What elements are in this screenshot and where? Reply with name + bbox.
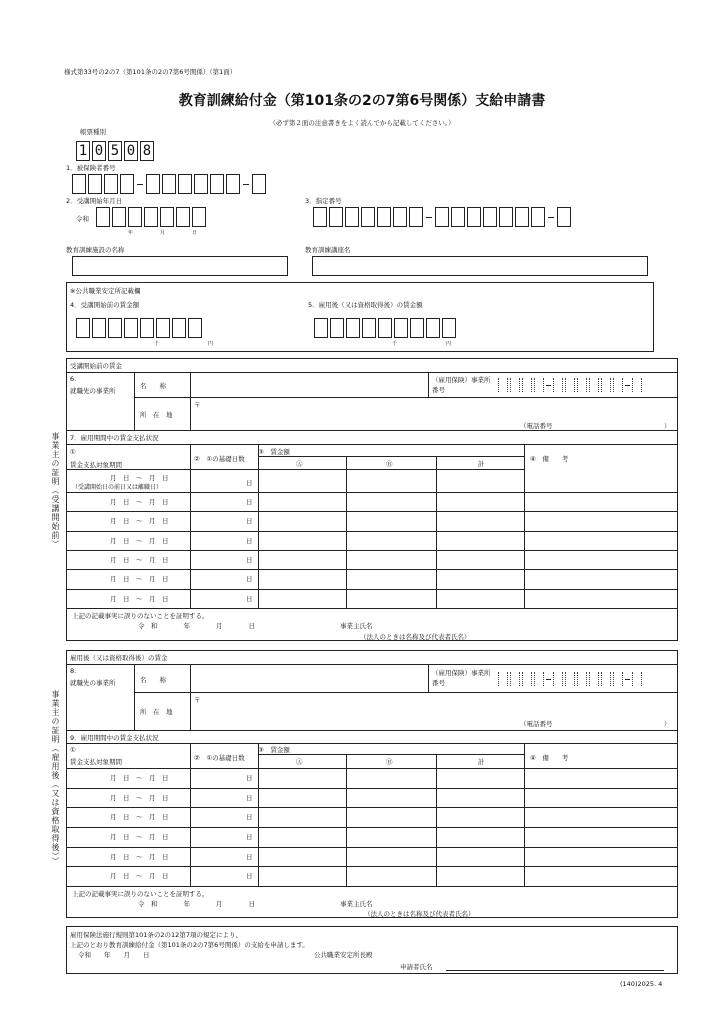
- first-row-period: 月 日 ～ 月 日: [110, 474, 169, 482]
- office-note: ※公共職業安定所記載欄: [70, 287, 141, 295]
- table-row-period: 月 日 ～ 月 日: [110, 555, 169, 564]
- day-unit: 日: [246, 536, 253, 545]
- section2-name-label: 名 称: [140, 676, 166, 684]
- section1-employer-label: 就職先の事業所: [70, 387, 116, 395]
- application-statement1: 雇用保険法施行規則第101条の2の12第7項の規定により、: [70, 931, 242, 939]
- wage-after-label: 5．雇用後（又は資格取得後）の賃金額: [308, 301, 423, 309]
- course-input[interactable]: [312, 256, 648, 276]
- form-type-digit: 1: [76, 141, 90, 161]
- facility-label: 教育訓練施設の名称: [66, 246, 125, 254]
- instruction-note: （必ず第２面の注意書きをよく読んでから記載してください。）: [269, 119, 455, 127]
- table-row-period: 月 日 ～ 月 日: [110, 498, 169, 506]
- designation-input[interactable]: [313, 207, 573, 227]
- applicant-name-line[interactable]: [446, 970, 664, 971]
- section1-vertical-label: 事業主の証明（受講開始前）: [51, 432, 60, 549]
- form-type-digits: [76, 141, 156, 161]
- section1-office-number-label: （雇用保険）事業所番号: [432, 376, 491, 394]
- day-unit: 日: [246, 575, 253, 584]
- start-date-input[interactable]: [96, 207, 208, 227]
- page-title: 教育訓練給付金（第101条の2の7第6号関係）支給申請書: [178, 93, 546, 109]
- section2-cert: 上記の記載事実に誤りのないことを証明する。: [72, 890, 209, 898]
- section2-owner-note: （法人のときは名称及び代表者氏名）: [364, 910, 475, 918]
- applicant-label: 申請者氏名: [400, 963, 433, 971]
- table-row-period: 月 日 ～ 月 日: [110, 536, 169, 545]
- office-addressee: 公共職業安定所長殿: [314, 951, 373, 959]
- section1-cert: 上記の記載事実に誤りのないことを証明する。: [72, 612, 209, 620]
- section2-cert-date: 令 和 年 月 日: [138, 900, 255, 908]
- section1-cert-date: 令 和 年 月 日: [138, 622, 255, 630]
- course-label: 教育訓練講座名: [305, 246, 351, 254]
- thousand-unit: 千: [392, 341, 398, 347]
- section1-status-title: 7．雇用期間中の賃金支払状況: [70, 434, 159, 442]
- col-c-label: ③ 賃金額: [258, 746, 290, 754]
- day-unit: 日: [246, 594, 253, 603]
- day-unit: 日: [246, 872, 253, 881]
- table-row-period: 月 日 ～ 月 日: [110, 517, 169, 526]
- section2-phone-close: ）: [664, 720, 671, 728]
- col-a-label: 賃金支払対象期間: [70, 758, 122, 766]
- section2-owner-label: 事業主氏名: [340, 900, 373, 908]
- section1-office-number-input[interactable]: [498, 378, 644, 392]
- section2-office-number-input[interactable]: [498, 672, 644, 686]
- yen-unit: 円: [208, 341, 214, 347]
- table-row-period: 月 日 ～ 月 日: [110, 594, 169, 603]
- yen-unit: 円: [446, 341, 452, 347]
- form-type-digit: 0: [124, 141, 138, 161]
- form-type-digit: 0: [92, 141, 106, 161]
- form-version: (140)2025. 4: [620, 980, 663, 988]
- table-row-period: 月 日 ～ 月 日: [110, 872, 169, 881]
- day-unit: 日: [246, 774, 253, 782]
- year-unit: 年: [128, 230, 134, 236]
- day-unit: 日: [246, 813, 253, 822]
- day-unit: 日: [246, 793, 253, 802]
- col-b-label: ② ①の基礎日数: [194, 455, 245, 463]
- day-unit: 日: [246, 517, 253, 526]
- form-code: 様式第33号の2の7（第101条の2の7第6号関係）（第1面）: [64, 68, 237, 76]
- section2-office-number-label: （雇用保険）事業所番号: [432, 669, 491, 687]
- day-unit: 日: [246, 555, 253, 564]
- section2-vertical-label: 事業主の証明（雇用後（又は資格取得後））: [51, 690, 60, 866]
- insured-number-input[interactable]: [72, 174, 268, 194]
- thousand-unit: 千: [154, 341, 160, 347]
- section2-employer-no: 8.: [70, 667, 77, 675]
- first-row-note: （受講開始日の前日又は離職日）: [72, 484, 163, 491]
- day-unit: 日: [246, 852, 253, 861]
- section2-employer-label: 就職先の事業所: [70, 679, 116, 687]
- section1-name-label: 名 称: [140, 382, 166, 390]
- form-type-label: 帳票種別: [80, 128, 106, 136]
- section2-address-label: 所 在 地: [140, 708, 173, 716]
- col-b-label: ② ①の基礎日数: [194, 754, 245, 762]
- section1-title: 受講開始前の賃金: [70, 362, 122, 370]
- col-a-label: 賃金支払対象期間: [70, 461, 122, 469]
- col-c3-label: 計: [478, 758, 485, 766]
- table-row-period: 月 日 ～ 月 日: [110, 852, 169, 861]
- table-row-period: 月 日 ～ 月 日: [110, 774, 169, 782]
- col-d-label: ④ 備 考: [530, 754, 569, 762]
- form-type-digit: 8: [140, 141, 154, 161]
- era-label: 令和: [76, 215, 89, 223]
- col-c1-label: Ⓐ: [296, 758, 303, 766]
- col-a-no: ①: [70, 448, 76, 456]
- day-unit: 日: [246, 833, 253, 841]
- section1-owner-note: （法人のときは名称及び代表者氏名）: [360, 633, 471, 641]
- col-a-no: ①: [70, 746, 76, 754]
- col-c2-label: Ⓑ: [386, 758, 393, 766]
- section1-phone-label: （電話番号: [520, 422, 553, 430]
- day-unit: 日: [246, 479, 253, 487]
- section1-address-label: 所 在 地: [140, 411, 173, 419]
- col-c-label: ③ 賃金額: [258, 448, 290, 456]
- day-unit: 日: [246, 498, 253, 506]
- col-c3-label: 計: [478, 460, 485, 468]
- table-row-period: 月 日 ～ 月 日: [110, 575, 169, 584]
- col-c2-label: Ⓑ: [386, 460, 393, 468]
- section2-status-title: 9．雇用期間中の賃金支払状況: [70, 734, 159, 742]
- section1-phone-close: ）: [664, 422, 671, 430]
- table-row-period: 月 日 ～ 月 日: [110, 833, 169, 841]
- section1-owner-label: 事業主氏名: [340, 622, 373, 630]
- section1-postal: 〒: [194, 401, 201, 409]
- section2-title: 雇用後（又は資格取得後）の賃金: [70, 654, 168, 662]
- designation-label: 3．指定番号: [305, 197, 342, 205]
- table-row-period: 月 日 ～ 月 日: [110, 813, 169, 822]
- table-row-period: 月 日 ～ 月 日: [110, 793, 169, 802]
- section1-employer-no: 6.: [70, 375, 77, 383]
- col-c1-label: Ⓐ: [296, 460, 303, 468]
- section2-phone-label: （電話番号: [520, 720, 553, 728]
- month-unit: 月: [160, 230, 166, 236]
- col-d-label: ④ 備 考: [530, 455, 569, 463]
- form-type-digit: 5: [108, 141, 122, 161]
- section2-postal: 〒: [194, 696, 201, 704]
- wage-after-input[interactable]: [314, 318, 458, 338]
- insured-number-label: 1．被保険者番号: [66, 164, 116, 172]
- facility-input[interactable]: [72, 256, 288, 276]
- start-date-label: 2．受講開始年月日: [66, 197, 123, 205]
- application-date: 令和 年 月 日: [78, 951, 150, 959]
- day-unit: 日: [192, 230, 198, 236]
- wage-before-input[interactable]: [76, 318, 204, 338]
- wage-before-label: 4．受講開始前の賃金額: [70, 301, 140, 309]
- application-statement2: 上記のとおり教育訓練給付金（第101条の2の7第6号関係）の支給を申請します。: [70, 941, 309, 949]
